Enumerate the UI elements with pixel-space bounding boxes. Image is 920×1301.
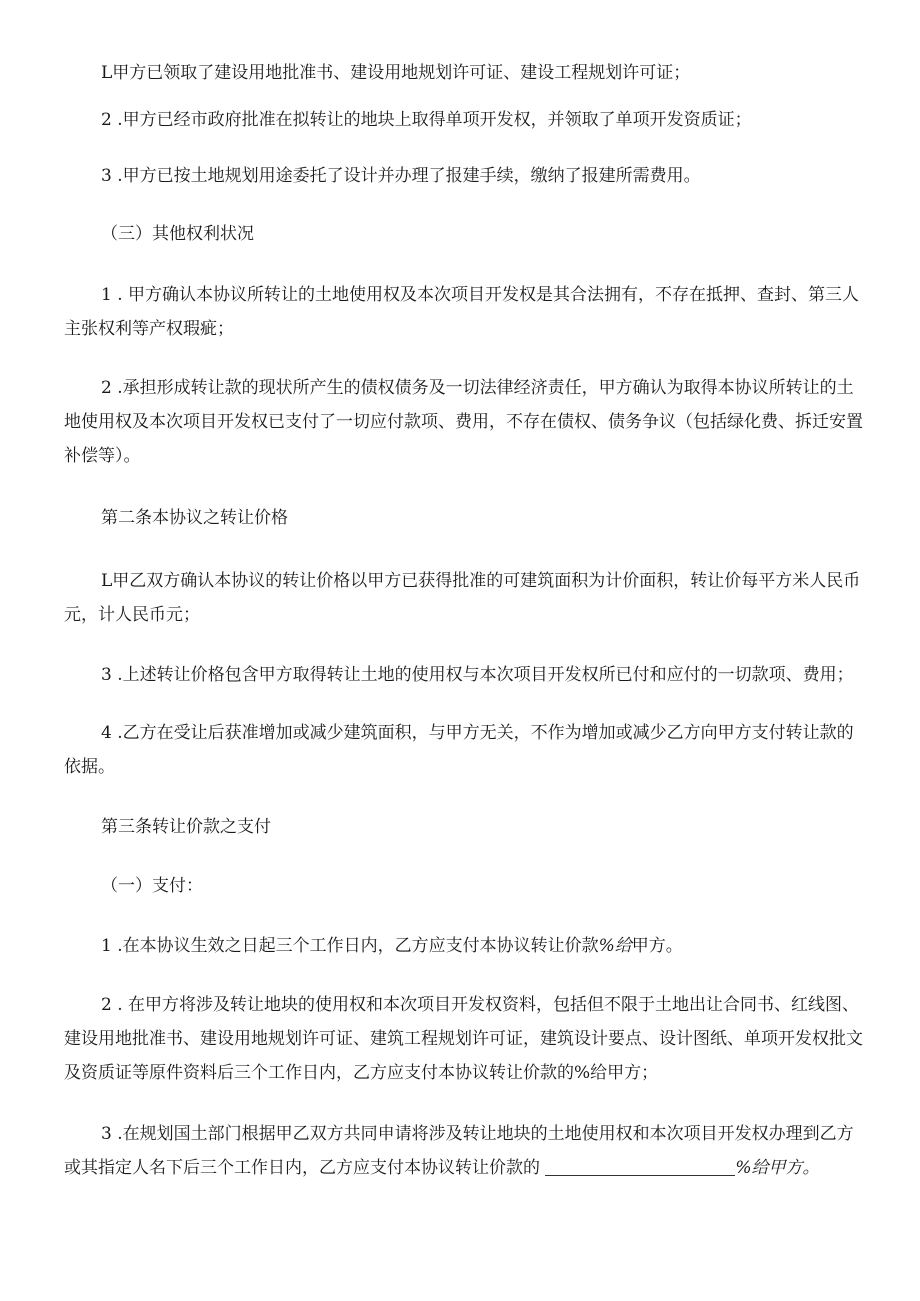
percent-text: %给 (598, 936, 632, 956)
percent-text: %给甲方。 (735, 1158, 820, 1178)
article-heading: 第二条本协议之转让价格 (101, 508, 288, 528)
clause-text: 甲方。 (631, 936, 683, 956)
section-heading: （一）支付： (101, 876, 203, 896)
clause-paragraph: 2 .甲方已经市政府批准在拟转让的地块上取得单项开发权，并领取了单项开发资质证； (101, 110, 752, 130)
clause-text: 1 .在本协议生效之日起三个工作日内，乙方应支付本协议转让价款 (101, 936, 599, 956)
clause-paragraph: 2 .承担形成转让款的现状所产生的债权债务及一切法律经济责任，甲方确认为取得本协议所转让的土地使用权及本次项目开发权已支付了一切应付款项、费用，不存在债权、债务争议（包括绿化费、拆迁安置补偿等）。 (64, 378, 863, 466)
clause-paragraph: 1 . 甲方确认本协议所转让的土地使用权及本次项目开发权是其合法拥有，不存在抵押、查封、第三人主张权利等产权瑕疵； (64, 285, 860, 339)
clause-paragraph (64, 1117, 864, 1185)
blank-fill-line (545, 1153, 735, 1176)
clause-paragraph: 3 .上述转让价格包含甲方取得转让土地的使用权与本次项目开发权所已付和应付的一切款项、费用； (101, 665, 854, 685)
clause-paragraph (64, 929, 864, 963)
clause-paragraph: L甲方已领取了建设用地批准书、建设用地规划许可证、建设工程规划许可证； (101, 63, 691, 83)
clause-paragraph: 4 .乙方在受让后获准增加或减少建筑面积，与甲方无关，不作为增加或减少乙方向甲方支付转让款的依据。 (64, 723, 854, 777)
clause-text: 3 .在规划国土部门根据甲乙双方共同申请将涉及转让地块的土地使用权和本次项目开发权办理到乙方或其指定人名下后三个工作日内，乙方应支付本协议转让价款的 (64, 1124, 854, 1178)
article-heading: 第三条转让价款之支付 (101, 817, 271, 837)
section-heading: （三）其他权利状况 (101, 224, 254, 244)
clause-paragraph: 3 .甲方已按土地规划用途委托了设计并办理了报建手续，缴纳了报建所需费用。 (101, 166, 701, 186)
clause-paragraph: L甲乙双方确认本协议的转让价格以甲方已获得批准的可建筑面积为计价面积，转让价每平方米人民币元，计人民币元； (64, 571, 861, 625)
clause-paragraph: 2 . 在甲方将涉及转让地块的使用权和本次项目开发权资料，包括但不限于土地出让合同书、红线图、建设用地批准书、建设用地规划许可证、建筑工程规划许可证，建筑设计要点、设计图纸、单项开发权批文及资质证等原件资料后三个工作日内，乙方应支付本协议转让价款的%给甲方； (64, 995, 863, 1083)
